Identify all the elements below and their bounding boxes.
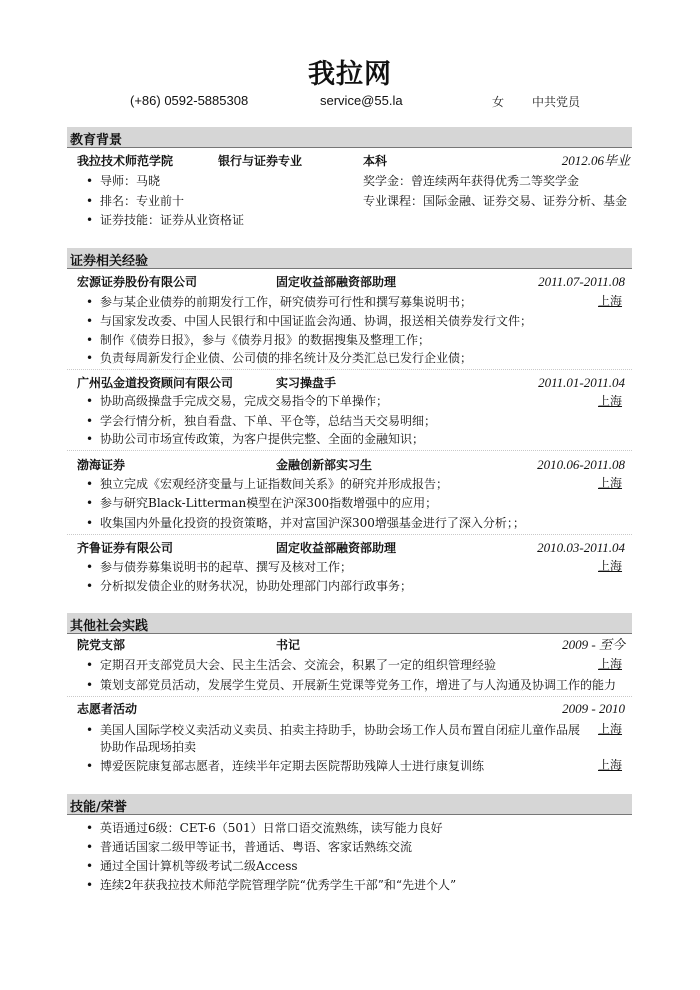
list-item: • 导师：马晓 bbox=[100, 173, 160, 189]
job-location[interactable]: 上海 bbox=[598, 559, 623, 573]
political-status: 中共党员 bbox=[532, 95, 581, 109]
list-item: • 连续2年获我拉技术师范学院管理学院“优秀学生干部”和“先进个人” bbox=[100, 877, 456, 893]
list-item: • 与国家发改委、中国人民银行和中国证监会沟通、协调，报送相关债券发行文件； bbox=[100, 313, 532, 329]
list-item-continuation: 协助作品现场拍卖 bbox=[100, 740, 197, 754]
list-item: • 英语通过6级：CET-6（501）日常口语交流熟练，读写能力良好 bbox=[100, 820, 443, 836]
section-social-practice bbox=[67, 613, 632, 634]
scholarship: 奖学金：曾连续两年获得优秀二等奖学金 bbox=[363, 174, 580, 188]
job-location[interactable]: 上海 bbox=[598, 476, 623, 490]
list-item: • 通过全国计算机等级考试二级Access bbox=[100, 858, 298, 874]
org-date: 2009 - 至今 bbox=[562, 637, 625, 652]
company-name: 齐鲁证券有限公司 bbox=[77, 541, 174, 555]
company-name: 渤海证券 bbox=[77, 458, 126, 472]
org-name: 志愿者活动 bbox=[77, 702, 138, 716]
list-item: • 参与研究Black-Litterman模型在沪深300指数增强中的应用； bbox=[100, 495, 437, 511]
gender: 女 bbox=[492, 95, 505, 109]
activity-location[interactable]: 上海 bbox=[598, 758, 623, 772]
list-item: • 参与某企业债券的前期发行工作，研究债券可行性和撰写募集说明书； bbox=[100, 294, 472, 310]
graduation-date: 2012.06毕业 bbox=[561, 153, 630, 168]
list-item: • 学会行情分析，独自看盘、下单、平仓等，总结当天交易明细； bbox=[100, 413, 436, 429]
list-item: • 证券技能：证券从业资格证 bbox=[100, 212, 244, 228]
job-role: 固定收益部融资部助理 bbox=[276, 275, 397, 289]
activity-location[interactable]: 上海 bbox=[598, 657, 623, 671]
section-education bbox=[67, 127, 632, 148]
divider bbox=[67, 369, 632, 370]
resume-name: 我拉网 bbox=[308, 59, 392, 90]
list-item: • 分析拟发债企业的财务状况，协助处理部门内部行政事务； bbox=[100, 578, 412, 594]
job-date: 2010.03-2011.04 bbox=[537, 540, 625, 555]
phone-number: (+86) 0592-5885308 bbox=[130, 93, 249, 108]
major: 银行与证券专业 bbox=[218, 154, 303, 168]
activity-location[interactable]: 上海 bbox=[598, 722, 623, 736]
section-title: 其他社会实践 bbox=[70, 619, 149, 634]
list-item: • 收集国内外量化投资的投资策略，并对富国沪深300增强基金进行了深入分析；； bbox=[100, 515, 525, 531]
list-item: • 美国人国际学校义卖活动义卖员、拍卖主持助手，协助会场工作人员布置自闭症儿童作品展 bbox=[100, 722, 580, 738]
org-role: 书记 bbox=[276, 638, 301, 652]
degree: 本科 bbox=[363, 154, 388, 168]
job-location[interactable]: 上海 bbox=[598, 294, 623, 308]
org-name: 院党支部 bbox=[77, 638, 126, 652]
job-location[interactable]: 上海 bbox=[598, 394, 623, 408]
list-item: • 策划支部党员活动，发展学生党员、开展新生党课等党务工作，增进了与人沟通及协调工作的能力 bbox=[100, 677, 616, 693]
email-address: service@55.la bbox=[320, 93, 403, 108]
divider bbox=[67, 696, 632, 697]
section-title: 证券相关经验 bbox=[70, 254, 149, 269]
list-item: • 参与债券募集说明书的起草、撰写及核对工作； bbox=[100, 559, 352, 575]
job-date: 2011.07-2011.08 bbox=[538, 274, 625, 289]
list-item: • 制作《债券日报》，参与《债券月报》的数据搜集及整理工作； bbox=[100, 332, 430, 348]
divider bbox=[67, 534, 632, 535]
section-title: 教育背景 bbox=[70, 133, 123, 148]
school-name: 我拉技术师范学院 bbox=[77, 154, 174, 168]
list-item: • 协助公司市场宣传政策，为客户提供完整、全面的金融知识； bbox=[100, 431, 424, 447]
job-role: 固定收益部融资部助理 bbox=[276, 541, 397, 555]
job-date: 2011.01-2011.04 bbox=[538, 375, 625, 390]
list-item: • 负责每周新发行企业债、公司债的排名统计及分类汇总已发行企业债； bbox=[100, 350, 472, 366]
list-item: • 普通话国家二级甲等证书，普通话、粤语、客家话熟练交流 bbox=[100, 839, 412, 855]
list-item: • 博爱医院康复部志愿者，连续半年定期去医院帮助残障人士进行康复训练 bbox=[100, 758, 484, 774]
job-role: 金融创新部实习生 bbox=[276, 458, 373, 472]
job-date: 2010.06-2011.08 bbox=[537, 457, 625, 472]
list-item: • 协助高级操盘手完成交易，完成交易指令的下单操作； bbox=[100, 393, 388, 409]
list-item: • 独立完成《宏观经济变量与上证指数间关系》的研究并形成报告； bbox=[100, 476, 448, 492]
section-skills bbox=[67, 794, 632, 815]
section-experience bbox=[67, 248, 632, 269]
courses: 专业课程：国际金融、证券交易、证券分析、基金 bbox=[363, 194, 628, 208]
job-role: 实习操盘手 bbox=[276, 376, 337, 390]
section-title: 技能/荣誉 bbox=[70, 800, 127, 815]
list-item: • 排名：专业前十 bbox=[100, 193, 184, 209]
divider bbox=[67, 450, 632, 451]
list-item: • 定期召开支部党员大会、民主生活会、交流会，积累了一定的组织管理经验 bbox=[100, 657, 496, 673]
org-date: 2009 - 2010 bbox=[562, 701, 625, 716]
company-name: 宏源证券股份有限公司 bbox=[77, 275, 198, 289]
company-name: 广州弘金道投资顾问有限公司 bbox=[77, 376, 234, 390]
